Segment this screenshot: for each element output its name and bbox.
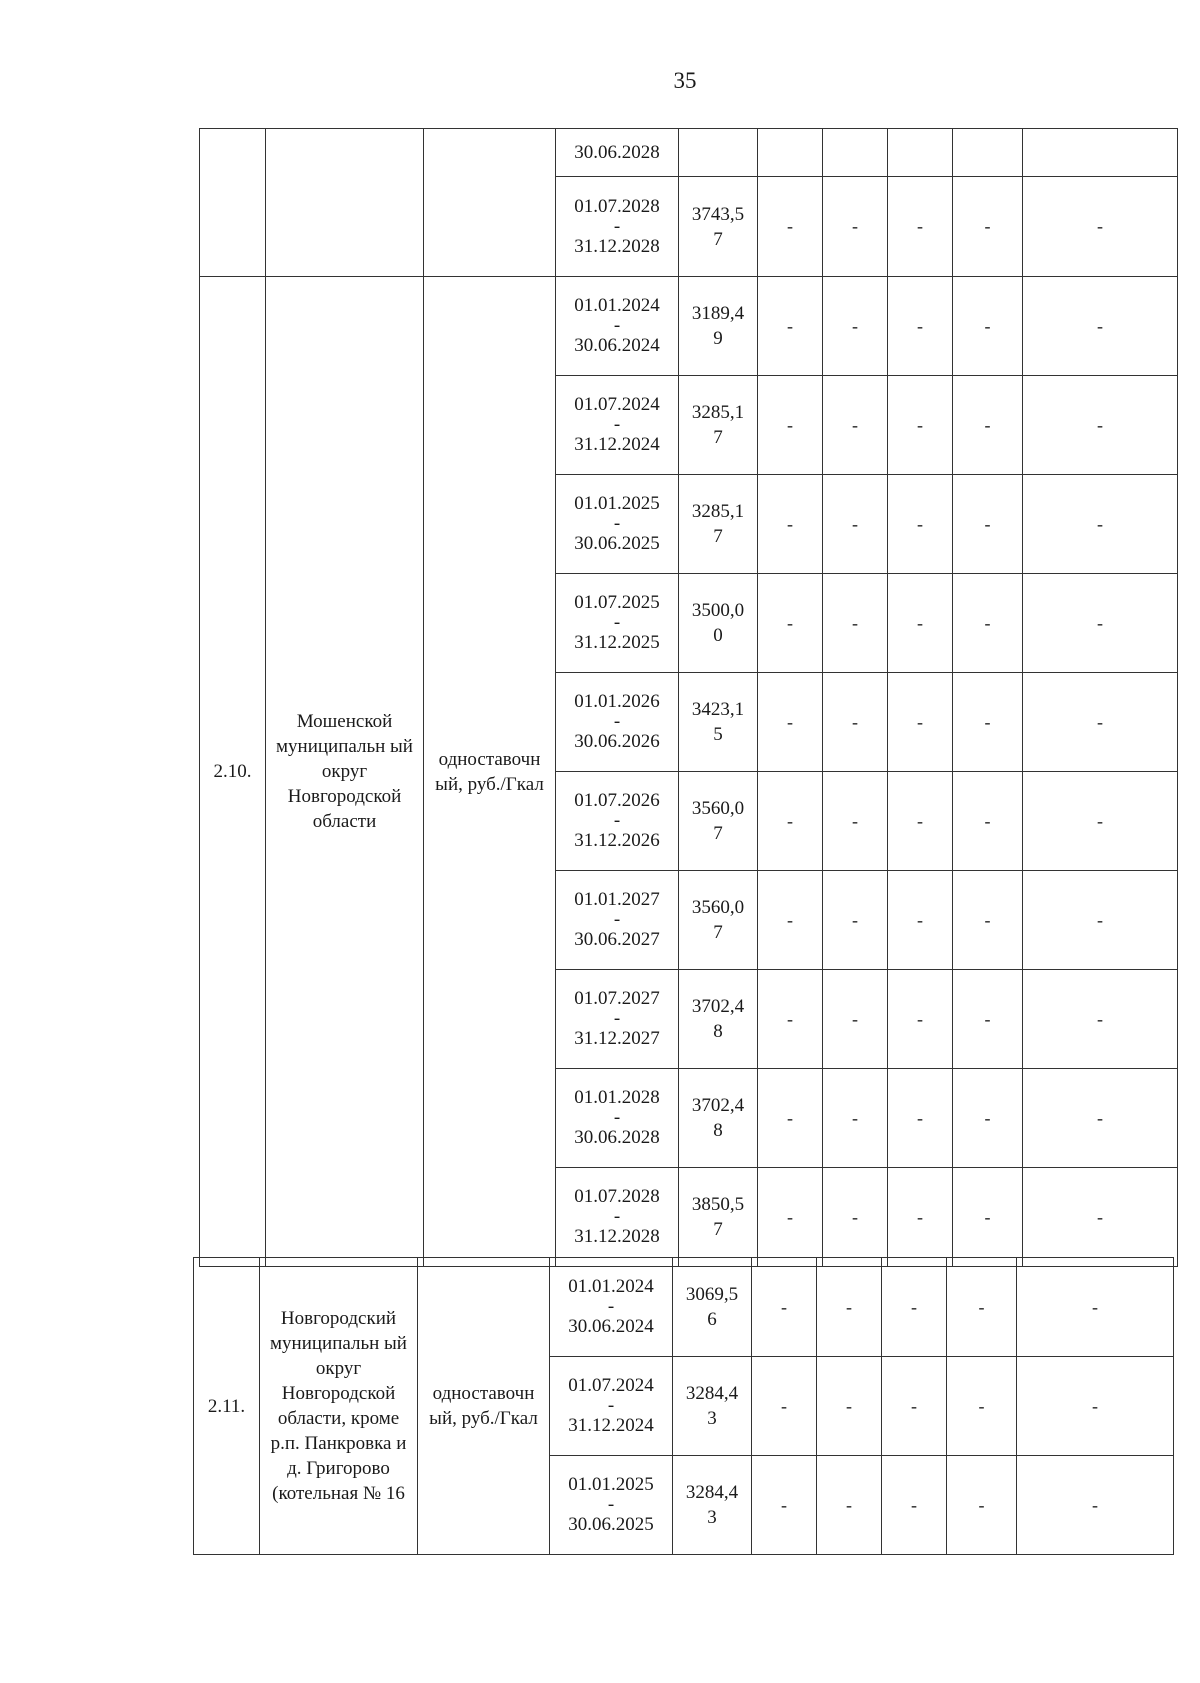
value-cell: - <box>823 772 888 871</box>
price-line-2: 7 <box>713 823 723 844</box>
period-separator: - <box>607 1296 615 1317</box>
value-cell: - <box>888 1168 953 1267</box>
price-line-2: 3 <box>707 1507 717 1528</box>
value-cell: - <box>758 475 823 574</box>
period-cell <box>556 1168 679 1267</box>
price-cell <box>679 970 758 1069</box>
value-cell: - <box>888 772 953 871</box>
price-line-1: 3500,0 <box>691 600 745 621</box>
value-cell: - <box>953 574 1023 673</box>
price-line-1: 3284,4 <box>685 1482 739 1503</box>
price-cell <box>673 1456 752 1555</box>
period-end: 31.12.2024 <box>574 434 660 455</box>
price-line-2: 5 <box>713 724 723 745</box>
period-cell <box>556 177 679 277</box>
value-cell: - <box>758 673 823 772</box>
value-cell: - <box>1017 1357 1174 1456</box>
period-separator: - <box>613 513 621 534</box>
value-cell: - <box>1023 277 1178 376</box>
value-cell: - <box>888 673 953 772</box>
tariff-unit: одноставочн ый, руб./Гкал <box>418 1258 550 1555</box>
value-cell: - <box>758 970 823 1069</box>
value-cell: - <box>947 1258 1017 1357</box>
value-cell: - <box>953 871 1023 970</box>
value-cell: - <box>1023 177 1178 277</box>
period-end: 31.12.2025 <box>574 632 660 653</box>
value-cell: - <box>888 871 953 970</box>
period-end: 31.12.2028 <box>574 235 660 257</box>
value-cell: - <box>752 1357 817 1456</box>
price-line-2: 7 <box>713 1219 723 1240</box>
value-cell: - <box>758 871 823 970</box>
value-cell: - <box>953 970 1023 1069</box>
price-cell <box>673 1357 752 1456</box>
value-cell: - <box>823 177 888 277</box>
period-end: 30.06.2028 <box>574 1127 660 1148</box>
period-end: 31.12.2027 <box>574 1028 660 1049</box>
value-cell: - <box>823 277 888 376</box>
period-start: 01.01.2024 <box>574 295 660 316</box>
price-cell <box>679 871 758 970</box>
period-end: 30.06.2028 <box>574 142 660 163</box>
period-start: 01.07.2024 <box>568 1375 654 1396</box>
value-cell: - <box>888 1069 953 1168</box>
value-cell: - <box>882 1258 947 1357</box>
value-cell: - <box>758 574 823 673</box>
period-end: 30.06.2027 <box>574 929 660 950</box>
value-cell: - <box>823 871 888 970</box>
table-row <box>200 129 1178 177</box>
period-start: 01.07.2024 <box>574 394 660 415</box>
period-separator: - <box>613 1206 621 1227</box>
value-cell: - <box>1017 1456 1174 1555</box>
value-cell: - <box>882 1456 947 1555</box>
value-cell: - <box>1023 1168 1178 1267</box>
price-line-2: 7 <box>713 427 723 448</box>
price-line-1: 3702,4 <box>691 1095 745 1116</box>
section-number: 2.10. <box>200 277 266 1267</box>
period-start: 01.07.2026 <box>574 790 660 811</box>
value-cell: - <box>823 574 888 673</box>
value-cell: - <box>817 1258 882 1357</box>
value-cell <box>823 129 888 177</box>
period-separator: - <box>613 909 621 930</box>
value-cell: - <box>1023 574 1178 673</box>
price-cell <box>679 129 758 177</box>
period-separator: - <box>607 1395 615 1416</box>
value-cell: - <box>758 277 823 376</box>
value-cell: - <box>823 1168 888 1267</box>
value-cell: - <box>1023 772 1178 871</box>
price-line-1: 3284,4 <box>685 1383 739 1404</box>
value-cell: - <box>758 1168 823 1267</box>
price-cell <box>679 475 758 574</box>
value-cell: - <box>758 772 823 871</box>
period-end: 30.06.2024 <box>568 1316 654 1337</box>
period-cell <box>556 574 679 673</box>
price-line-1: 3850,5 <box>691 1194 745 1215</box>
period-end: 31.12.2028 <box>574 1226 660 1247</box>
value-cell: - <box>947 1357 1017 1456</box>
value-cell: - <box>1023 871 1178 970</box>
period-cell <box>556 376 679 475</box>
period-cell <box>550 1357 673 1456</box>
price-line-2: 8 <box>713 1021 723 1042</box>
period-separator: - <box>613 1107 621 1128</box>
period-start: 01.07.2028 <box>574 1186 660 1207</box>
period-cell <box>556 1069 679 1168</box>
value-cell: - <box>953 1168 1023 1267</box>
value-cell: - <box>953 673 1023 772</box>
period-start: 01.07.2027 <box>574 988 660 1009</box>
price-line-2: 6 <box>707 1309 717 1330</box>
price-cell <box>679 574 758 673</box>
price-cell <box>679 1168 758 1267</box>
value-cell: - <box>823 475 888 574</box>
period-cell <box>556 673 679 772</box>
value-cell: - <box>953 772 1023 871</box>
value-cell: - <box>953 376 1023 475</box>
value-cell <box>758 129 823 177</box>
price-line-1: 3285,1 <box>691 501 745 522</box>
period-cell <box>556 772 679 871</box>
price-line-2: 9 <box>713 328 723 349</box>
value-cell: - <box>823 376 888 475</box>
value-cell: - <box>953 177 1023 277</box>
price-cell <box>679 673 758 772</box>
price-line-1: 3423,1 <box>691 699 745 720</box>
period-end: 30.06.2025 <box>574 533 660 554</box>
value-cell: - <box>888 574 953 673</box>
period-start: 01.01.2024 <box>568 1276 654 1297</box>
price-line-1: 3189,4 <box>691 303 745 324</box>
period-separator: - <box>613 414 621 435</box>
price-cell <box>679 177 758 277</box>
period-start: 01.01.2027 <box>574 889 660 910</box>
value-cell: - <box>752 1456 817 1555</box>
period-end: 30.06.2025 <box>568 1514 654 1535</box>
municipality-name: Новгородский муниципальн ый округ Новгородской области, кроме р.п. Панкровка и д. Григорово (котельная № 16 <box>260 1258 418 1555</box>
value-cell: - <box>817 1357 882 1456</box>
price-line-1: 3285,1 <box>691 402 745 423</box>
tariff-table-lower <box>193 1257 1174 1555</box>
period-separator: - <box>613 1008 621 1029</box>
price-line-1: 3560,0 <box>691 897 745 918</box>
period-start: 01.01.2025 <box>574 493 660 514</box>
value-cell: - <box>888 277 953 376</box>
value-cell: - <box>758 177 823 277</box>
period-end: 30.06.2026 <box>574 731 660 752</box>
period-separator: - <box>613 315 621 336</box>
value-cell: - <box>1023 475 1178 574</box>
price-cell <box>679 772 758 871</box>
table-row <box>194 1258 1174 1357</box>
period-start: 01.01.2026 <box>574 691 660 712</box>
period-separator: - <box>613 711 621 732</box>
price-line-2: 8 <box>713 1120 723 1141</box>
value-cell: - <box>758 376 823 475</box>
price-line-1: 3743,5 <box>691 203 745 225</box>
value-cell <box>888 129 953 177</box>
price-line-2: 7 <box>713 922 723 943</box>
value-cell: - <box>1023 376 1178 475</box>
price-cell <box>679 376 758 475</box>
value-cell: - <box>888 177 953 277</box>
period-end: 31.12.2026 <box>574 830 660 851</box>
value-cell: - <box>758 1069 823 1168</box>
section-number <box>200 129 266 277</box>
price-cell <box>679 277 758 376</box>
period-cell <box>550 1258 673 1357</box>
period-start: 01.07.2025 <box>574 592 660 613</box>
tariff-unit: одноставочн ый, руб./Гкал <box>424 277 556 1267</box>
value-cell: - <box>888 970 953 1069</box>
period-cell <box>556 475 679 574</box>
period-cell <box>556 277 679 376</box>
section-number: 2.11. <box>194 1258 260 1555</box>
value-cell: - <box>953 1069 1023 1168</box>
value-cell: - <box>953 475 1023 574</box>
price-cell <box>679 1069 758 1168</box>
value-cell: - <box>817 1456 882 1555</box>
price-line-1: 3702,4 <box>691 996 745 1017</box>
period-end: 30.06.2024 <box>574 335 660 356</box>
tariff-unit <box>424 129 556 277</box>
value-cell <box>1023 129 1178 177</box>
price-line-1: 3069,5 <box>685 1284 739 1305</box>
value-cell: - <box>947 1456 1017 1555</box>
period-separator: - <box>613 612 621 633</box>
period-cell <box>556 970 679 1069</box>
price-line-2: 0 <box>713 625 723 646</box>
period-start: 01.01.2025 <box>568 1474 654 1495</box>
tariff-table-upper <box>199 128 1178 1267</box>
price-line-2: 7 <box>713 526 723 547</box>
municipality-name <box>266 129 424 277</box>
period-cell <box>550 1456 673 1555</box>
value-cell: - <box>1023 1069 1178 1168</box>
period-cell <box>556 871 679 970</box>
period-start: 01.01.2028 <box>574 1087 660 1108</box>
table-row <box>200 277 1178 376</box>
value-cell: - <box>823 1069 888 1168</box>
value-cell: - <box>752 1258 817 1357</box>
value-cell: - <box>823 673 888 772</box>
value-cell: - <box>888 475 953 574</box>
period-separator: - <box>613 810 621 831</box>
value-cell: - <box>882 1357 947 1456</box>
value-cell: - <box>1017 1258 1174 1357</box>
value-cell: - <box>953 277 1023 376</box>
value-cell: - <box>1023 673 1178 772</box>
value-cell: - <box>1023 970 1178 1069</box>
value-cell <box>953 129 1023 177</box>
page-number: 35 <box>673 68 697 93</box>
period-separator: - <box>607 1494 615 1515</box>
period-end: 31.12.2024 <box>568 1415 654 1436</box>
price-line-1: 3560,0 <box>691 798 745 819</box>
value-cell: - <box>888 376 953 475</box>
period-cell <box>556 129 679 177</box>
value-cell: - <box>823 970 888 1069</box>
price-line-2: 3 <box>707 1408 717 1429</box>
price-line-2: 7 <box>713 228 723 250</box>
period-start: 01.07.2028 <box>574 195 660 217</box>
period-separator: - <box>613 215 621 237</box>
price-cell <box>673 1258 752 1357</box>
municipality-name: Мошенской муниципальн ый округ Новгородской области <box>266 277 424 1267</box>
